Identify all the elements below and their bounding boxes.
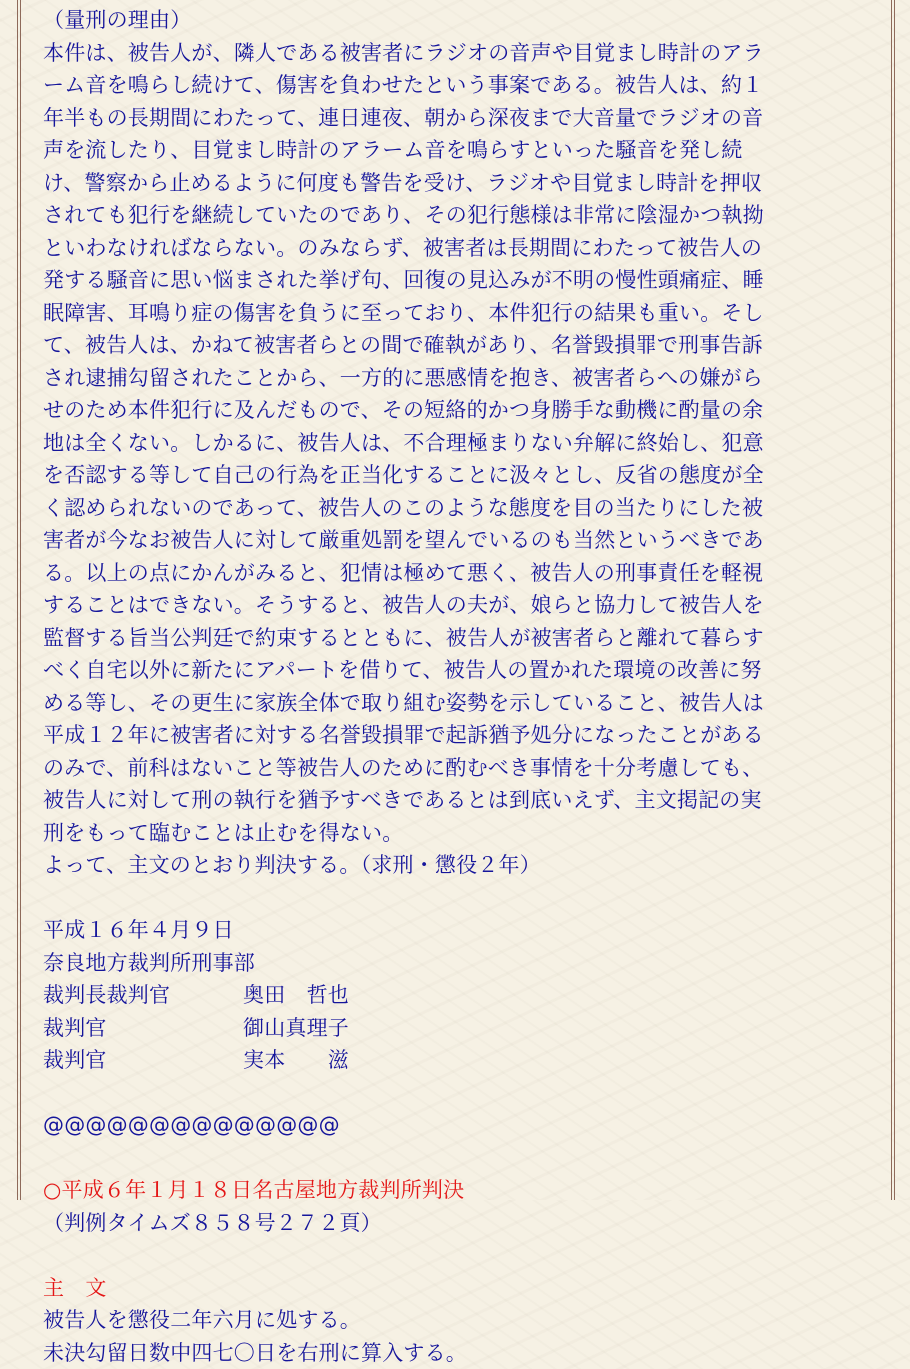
reasoning-line: することはできない。そうすると、被告人の夫が、娘らと協力して被告人を bbox=[43, 589, 843, 622]
judge-name: 実本 滋 bbox=[243, 1048, 349, 1072]
spacer bbox=[43, 882, 843, 915]
main-text-line: 被告人を懲役二年六月に処する。 bbox=[43, 1304, 843, 1337]
reasoning-line: されても犯行を継続していたのであり、その犯行態様は非常に陰湿かつ執拗 bbox=[43, 199, 843, 232]
reasoning-line: 監督する旨当公判廷で約束するとともに、被告人が被害者らと離れて暮らす bbox=[43, 622, 843, 655]
reasoning-line: け、警察から止めるように何度も警告を受け、ラジオや目覚まし時計を押収 bbox=[43, 167, 843, 200]
judge-name: 奥田 哲也 bbox=[243, 983, 349, 1007]
main-text-line: 未決勾留日数中四七〇日を右刑に算入する。 bbox=[43, 1337, 843, 1369]
judge-role: 裁判官 bbox=[43, 1012, 243, 1045]
main-text-heading: 主 文 bbox=[43, 1272, 843, 1305]
conclusion-line: よって、主文のとおり判決する。（求刑・懲役２年） bbox=[43, 849, 843, 882]
reasoning-line: べく自宅以外に新たにアパートを借りて、被告人の置かれた環境の改善に努 bbox=[43, 654, 843, 687]
judge-role: 裁判長裁判官 bbox=[43, 979, 243, 1012]
reasoning-line: 発する騒音に思い悩まされた挙げ句、回復の見込みが不明の慢性頭痛症、睡 bbox=[43, 264, 843, 297]
section-heading: （量刑の理由） bbox=[43, 4, 843, 37]
reasoning-line: く認められないのであって、被告人のこのような態度を目の当たりにした被 bbox=[43, 492, 843, 525]
judge-signature bbox=[43, 1044, 843, 1077]
reasoning-line: る。以上の点にかんがみると、犯情は極めて悪く、被告人の刑事責任を軽視 bbox=[43, 557, 843, 590]
reasoning-line: され逮捕勾留されたことから、一方的に悪感情を抱き、被害者らへの嫌がら bbox=[43, 362, 843, 395]
reasoning-line: 年半もの長期間にわたって、連日連夜、朝から深夜まで大音量でラジオの音 bbox=[43, 102, 843, 135]
reasoning-line: 被告人に対して刑の執行を猶予すべきであるとは到底いえず、主文掲記の実 bbox=[43, 784, 843, 817]
reasoning-line: を否認する等して自己の行為を正当化することに汲々とし、反省の態度が全 bbox=[43, 459, 843, 492]
spacer bbox=[43, 1239, 843, 1272]
reasoning-line: 平成１２年に被害者に対する名誉毀損罪で起訴猶予処分になったことがある bbox=[43, 719, 843, 752]
reasoning-line: 地は全くない。しかるに、被告人は、不合理極まりない弁解に終始し、犯意 bbox=[43, 427, 843, 460]
reasoning-line: ーム音を鳴らし続けて、傷害を負わせたという事案である。被告人は、約１ bbox=[43, 69, 843, 102]
reasoning-line: 声を流したり、目覚まし時計のアラーム音を鳴らすといった騒音を発し続 bbox=[43, 134, 843, 167]
judgment-date: 平成１６年４月９日 bbox=[43, 914, 843, 947]
judge-name: 御山真理子 bbox=[243, 1016, 349, 1040]
reasoning-line: といわなければならない。のみならず、被害者は長期間にわたって被告人の bbox=[43, 232, 843, 265]
reasoning-line: て、被告人は、かねて被害者らとの間で確執があり、名誉毀損罪で刑事告訴 bbox=[43, 329, 843, 362]
case-citation: （判例タイムズ８５８号２７２頁） bbox=[43, 1207, 843, 1240]
reasoning-line: 眠障害、耳鳴り症の傷害を負うに至っており、本件犯行の結果も重い。そし bbox=[43, 297, 843, 330]
judge-signature bbox=[43, 979, 843, 1012]
sentencing-reasoning bbox=[43, 37, 843, 850]
judge-signature bbox=[43, 1012, 843, 1045]
spacer bbox=[43, 1077, 843, 1110]
case-title: ○平成６年１月１８日名古屋地方裁判所判決 bbox=[43, 1174, 843, 1207]
reasoning-line: せのため本件犯行に及んだもので、その短絡的かつ身勝手な動機に酌量の余 bbox=[43, 394, 843, 427]
section-separator: @@@@@@@@@@@@@@ bbox=[43, 1109, 843, 1142]
court-name: 奈良地方裁判所刑事部 bbox=[43, 947, 843, 980]
reasoning-line: のみで、前科はないこと等被告人のために酌むべき事情を十分考慮しても、 bbox=[43, 752, 843, 785]
judge-role: 裁判官 bbox=[43, 1044, 243, 1077]
reasoning-line: 刑をもって臨むことは止むを得ない。 bbox=[43, 817, 843, 850]
spacer bbox=[43, 1142, 843, 1175]
reasoning-line: 本件は、被告人が、隣人である被害者にラジオの音声や目覚まし時計のアラ bbox=[43, 37, 843, 70]
judgment-document bbox=[43, 4, 843, 1369]
reasoning-line: 害者が今なお被告人に対して厳重処罰を望んでいるのも当然というべきであ bbox=[43, 524, 843, 557]
reasoning-line: める等し、その更生に家族全体で取り組む姿勢を示していること、被告人は bbox=[43, 687, 843, 720]
